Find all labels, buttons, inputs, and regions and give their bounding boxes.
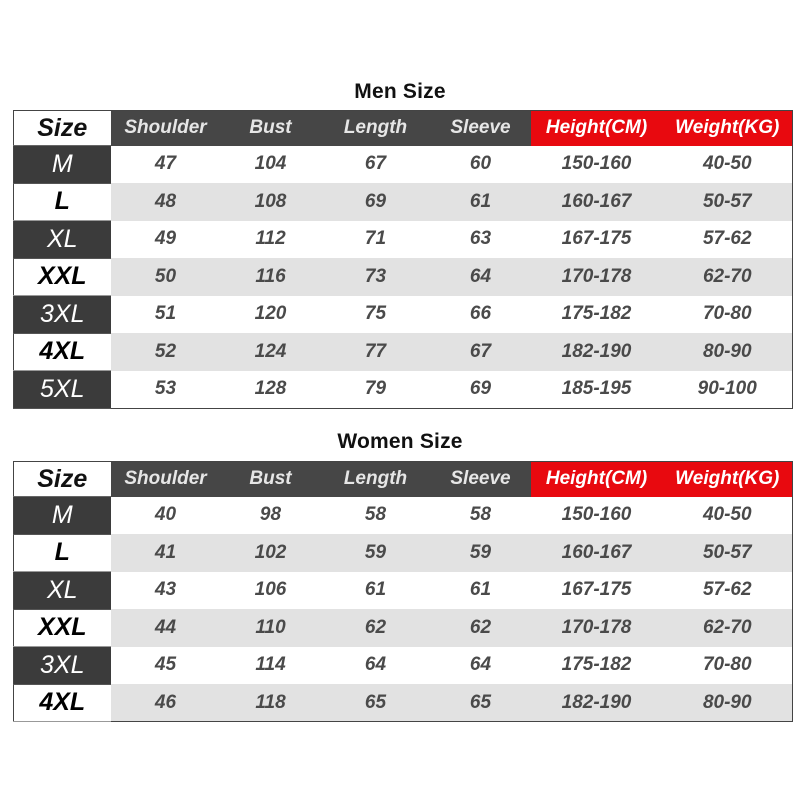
table-row bbox=[14, 333, 793, 371]
bust-cell: 116 bbox=[221, 258, 321, 296]
bust-cell: 108 bbox=[221, 183, 321, 221]
weight-cell: 70-80 bbox=[663, 647, 793, 685]
sleeve-cell: 60 bbox=[431, 146, 531, 184]
sleeve-cell: 66 bbox=[431, 296, 531, 334]
height-cell: 167-175 bbox=[531, 221, 663, 259]
shoulder-column-header: Shoulder bbox=[111, 462, 221, 497]
table-row bbox=[14, 497, 793, 535]
table-row bbox=[14, 221, 793, 259]
bust-column-header: Bust bbox=[221, 462, 321, 497]
weight-column-header: Weight(KG) bbox=[663, 462, 793, 497]
women-size-table bbox=[13, 461, 793, 722]
size-cell: 4XL bbox=[14, 684, 111, 722]
shoulder-cell: 49 bbox=[111, 221, 221, 259]
bust-cell: 124 bbox=[221, 333, 321, 371]
size-cell: XL bbox=[14, 572, 111, 610]
men-size-table bbox=[13, 110, 793, 409]
bust-cell: 102 bbox=[221, 534, 321, 572]
table-row bbox=[14, 647, 793, 685]
weight-cell: 62-70 bbox=[663, 609, 793, 647]
sleeve-cell: 69 bbox=[431, 371, 531, 409]
sleeve-cell: 61 bbox=[431, 183, 531, 221]
height-cell: 150-160 bbox=[531, 497, 663, 535]
shoulder-cell: 45 bbox=[111, 647, 221, 685]
size-cell: 4XL bbox=[14, 333, 111, 371]
size-cell: 3XL bbox=[14, 296, 111, 334]
sleeve-cell: 64 bbox=[431, 647, 531, 685]
size-cell: M bbox=[14, 146, 111, 184]
length-column-header: Length bbox=[321, 462, 431, 497]
weight-cell: 40-50 bbox=[663, 146, 793, 184]
table-row bbox=[14, 371, 793, 409]
table-row bbox=[14, 258, 793, 296]
length-cell: 71 bbox=[321, 221, 431, 259]
size-column-header: Size bbox=[14, 462, 111, 497]
length-cell: 64 bbox=[321, 647, 431, 685]
weight-cell: 80-90 bbox=[663, 684, 793, 722]
height-column-header: Height(CM) bbox=[531, 111, 663, 146]
size-cell: XL bbox=[14, 221, 111, 259]
shoulder-cell: 50 bbox=[111, 258, 221, 296]
sleeve-cell: 64 bbox=[431, 258, 531, 296]
sleeve-cell: 58 bbox=[431, 497, 531, 535]
weight-cell: 57-62 bbox=[663, 572, 793, 610]
height-cell: 170-178 bbox=[531, 609, 663, 647]
table-header-row bbox=[14, 462, 793, 497]
height-cell: 167-175 bbox=[531, 572, 663, 610]
weight-cell: 80-90 bbox=[663, 333, 793, 371]
size-cell: L bbox=[14, 534, 111, 572]
size-cell: XXL bbox=[14, 258, 111, 296]
height-cell: 185-195 bbox=[531, 371, 663, 409]
length-cell: 62 bbox=[321, 609, 431, 647]
size-cell: M bbox=[14, 497, 111, 535]
sleeve-cell: 62 bbox=[431, 609, 531, 647]
sleeve-cell: 59 bbox=[431, 534, 531, 572]
height-column-header: Height(CM) bbox=[531, 462, 663, 497]
length-cell: 61 bbox=[321, 572, 431, 610]
sleeve-column-header: Sleeve bbox=[431, 111, 531, 146]
shoulder-cell: 47 bbox=[111, 146, 221, 184]
weight-cell: 62-70 bbox=[663, 258, 793, 296]
table-row bbox=[14, 572, 793, 610]
sleeve-cell: 61 bbox=[431, 572, 531, 610]
shoulder-cell: 51 bbox=[111, 296, 221, 334]
height-cell: 175-182 bbox=[531, 647, 663, 685]
bust-column-header: Bust bbox=[221, 111, 321, 146]
weight-cell: 90-100 bbox=[663, 371, 793, 409]
shoulder-cell: 43 bbox=[111, 572, 221, 610]
length-cell: 73 bbox=[321, 258, 431, 296]
length-cell: 58 bbox=[321, 497, 431, 535]
weight-cell: 57-62 bbox=[663, 221, 793, 259]
shoulder-cell: 41 bbox=[111, 534, 221, 572]
height-cell: 160-167 bbox=[531, 183, 663, 221]
table-header-row bbox=[14, 111, 793, 146]
shoulder-cell: 53 bbox=[111, 371, 221, 409]
height-cell: 182-190 bbox=[531, 684, 663, 722]
weight-cell: 70-80 bbox=[663, 296, 793, 334]
length-cell: 79 bbox=[321, 371, 431, 409]
sleeve-cell: 63 bbox=[431, 221, 531, 259]
weight-cell: 50-57 bbox=[663, 183, 793, 221]
bust-cell: 112 bbox=[221, 221, 321, 259]
size-cell: L bbox=[14, 183, 111, 221]
table-row bbox=[14, 534, 793, 572]
length-cell: 77 bbox=[321, 333, 431, 371]
size-cell: 3XL bbox=[14, 647, 111, 685]
men-size-title: Men Size bbox=[354, 80, 446, 103]
bust-cell: 128 bbox=[221, 371, 321, 409]
weight-cell: 50-57 bbox=[663, 534, 793, 572]
length-cell: 69 bbox=[321, 183, 431, 221]
table-row bbox=[14, 183, 793, 221]
sleeve-column-header: Sleeve bbox=[431, 462, 531, 497]
women-size-title: Women Size bbox=[337, 430, 463, 453]
length-cell: 67 bbox=[321, 146, 431, 184]
shoulder-cell: 48 bbox=[111, 183, 221, 221]
bust-cell: 98 bbox=[221, 497, 321, 535]
size-cell: 5XL bbox=[14, 371, 111, 409]
height-cell: 170-178 bbox=[531, 258, 663, 296]
length-cell: 75 bbox=[321, 296, 431, 334]
bust-cell: 120 bbox=[221, 296, 321, 334]
height-cell: 175-182 bbox=[531, 296, 663, 334]
bust-cell: 118 bbox=[221, 684, 321, 722]
table-row bbox=[14, 146, 793, 184]
shoulder-column-header: Shoulder bbox=[111, 111, 221, 146]
size-column-header: Size bbox=[14, 111, 111, 146]
bust-cell: 104 bbox=[221, 146, 321, 184]
sleeve-cell: 67 bbox=[431, 333, 531, 371]
length-cell: 59 bbox=[321, 534, 431, 572]
table-row bbox=[14, 296, 793, 334]
bust-cell: 114 bbox=[221, 647, 321, 685]
length-cell: 65 bbox=[321, 684, 431, 722]
height-cell: 182-190 bbox=[531, 333, 663, 371]
height-cell: 160-167 bbox=[531, 534, 663, 572]
size-cell: XXL bbox=[14, 609, 111, 647]
table-row bbox=[14, 609, 793, 647]
bust-cell: 110 bbox=[221, 609, 321, 647]
sleeve-cell: 65 bbox=[431, 684, 531, 722]
bust-cell: 106 bbox=[221, 572, 321, 610]
shoulder-cell: 52 bbox=[111, 333, 221, 371]
shoulder-cell: 40 bbox=[111, 497, 221, 535]
shoulder-cell: 44 bbox=[111, 609, 221, 647]
length-column-header: Length bbox=[321, 111, 431, 146]
height-cell: 150-160 bbox=[531, 146, 663, 184]
table-row bbox=[14, 684, 793, 722]
weight-column-header: Weight(KG) bbox=[663, 111, 793, 146]
weight-cell: 40-50 bbox=[663, 497, 793, 535]
shoulder-cell: 46 bbox=[111, 684, 221, 722]
